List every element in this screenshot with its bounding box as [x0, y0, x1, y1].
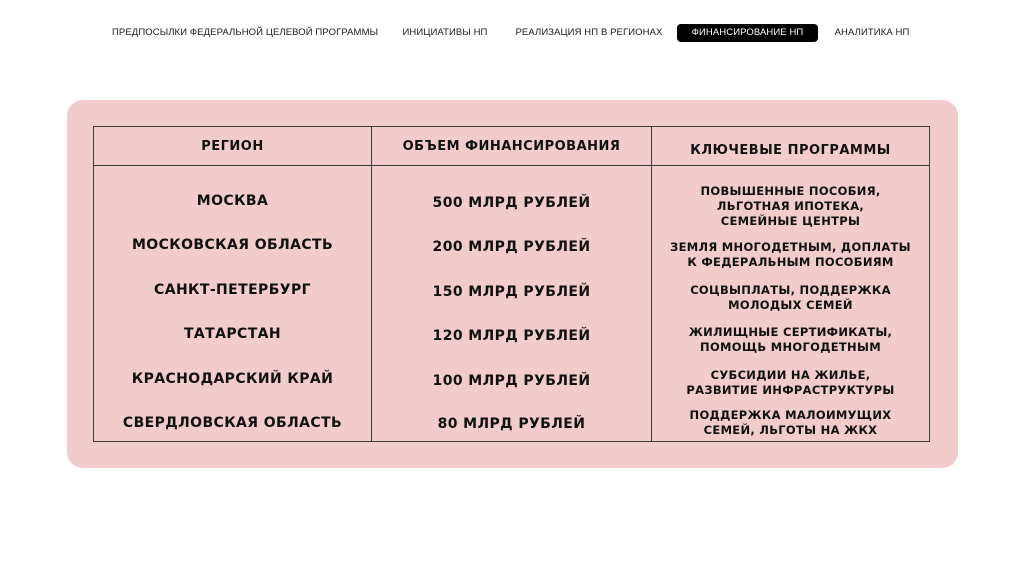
cell-programs	[652, 177, 929, 235]
cell-programs	[652, 363, 929, 403]
cell-programs	[652, 278, 929, 318]
program-line: ПОВЫШЕННЫЕ ПОСОБИЯ,	[700, 183, 881, 198]
header-programs: КЛЮЧЕВЫЕ ПРОГРАММЫ	[690, 142, 891, 158]
cell-amount: 500 МЛРД РУБЛЕЙ	[432, 195, 591, 211]
top-navigation	[0, 24, 1024, 42]
nav-tab-regional-implementation[interactable]: РЕАЛИЗАЦИЯ НП В РЕГИОНАХ	[515, 27, 663, 38]
cell-region: МОСКОВСКАЯ ОБЛАСТЬ	[131, 237, 334, 253]
content-card	[67, 100, 958, 468]
program-line: ЖИЛИЩНЫЕ СЕРТИФИКАТЫ,	[688, 325, 893, 339]
cell-region: КРАСНОДАРСКИЙ КРАЙ	[131, 371, 334, 387]
cell-region: СВЕРДЛОВСКАЯ ОБЛАСТЬ	[122, 415, 343, 431]
program-line: ЗЕМЛЯ МНОГОДЕТНЫМ, ДОПЛАТЫ	[670, 240, 911, 254]
program-line: СУБСИДИИ НА ЖИЛЬЕ,	[710, 368, 871, 382]
program-line: ПОДДЕРЖКА МАЛОИМУЩИХ	[689, 408, 892, 422]
header-region: РЕГИОН	[201, 138, 264, 154]
header-amount: ОБЪЕМ ФИНАНСИРОВАНИЯ	[402, 138, 621, 154]
program-line: СЕМЕЙНЫЕ ЦЕНТРЫ	[720, 213, 861, 228]
program-line: РАЗВИТИЕ ИНФРАСТРУКТУРЫ	[686, 383, 895, 397]
cell-region: МОСКВА	[196, 193, 269, 209]
program-line: К ФЕДЕРАЛЬНЫМ ПОСОБИЯМ	[687, 255, 894, 269]
cell-programs	[652, 405, 929, 441]
nav-tab-financing[interactable]: ФИНАНСИРОВАНИЕ НП	[677, 24, 818, 42]
cell-programs	[652, 235, 929, 275]
cell-amount: 150 МЛРД РУБЛЕЙ	[432, 284, 591, 300]
program-line: СОЦВЫПЛАТЫ, ПОДДЕРЖКА	[690, 283, 891, 297]
cell-region: САНКТ-ПЕТЕРБУРГ	[154, 282, 311, 298]
program-line: ЛЬГОТНАЯ ИПОТЕКА,	[716, 198, 865, 213]
cell-region: ТАТАРСТАН	[183, 326, 281, 342]
nav-tab-analytics[interactable]: АНАЛИТИКА НП	[834, 27, 910, 38]
nav-tab-initiatives[interactable]: ИНИЦИАТИВЫ НП	[402, 27, 488, 38]
program-line: ПОМОЩЬ МНОГОДЕТНЫМ	[700, 340, 881, 354]
cell-amount: 100 МЛРД РУБЛЕЙ	[432, 373, 591, 389]
cell-amount: 120 МЛРД РУБЛЕЙ	[432, 328, 591, 344]
financing-table	[93, 126, 930, 442]
cell-amount: 80 МЛРД РУБЛЕЙ	[437, 416, 586, 432]
program-line: МОЛОДЫХ СЕМЕЙ	[728, 298, 853, 312]
cell-amount: 200 МЛРД РУБЛЕЙ	[432, 239, 591, 255]
program-line: СЕМЕЙ, ЛЬГОТЫ НА ЖКХ	[703, 423, 878, 437]
nav-tab-prerequisites[interactable]: ПРЕДПОСЫЛКИ ФЕДЕРАЛЬНОЙ ЦЕЛЕВОЙ ПРОГРАММЫ	[112, 27, 379, 38]
cell-programs	[652, 320, 929, 360]
